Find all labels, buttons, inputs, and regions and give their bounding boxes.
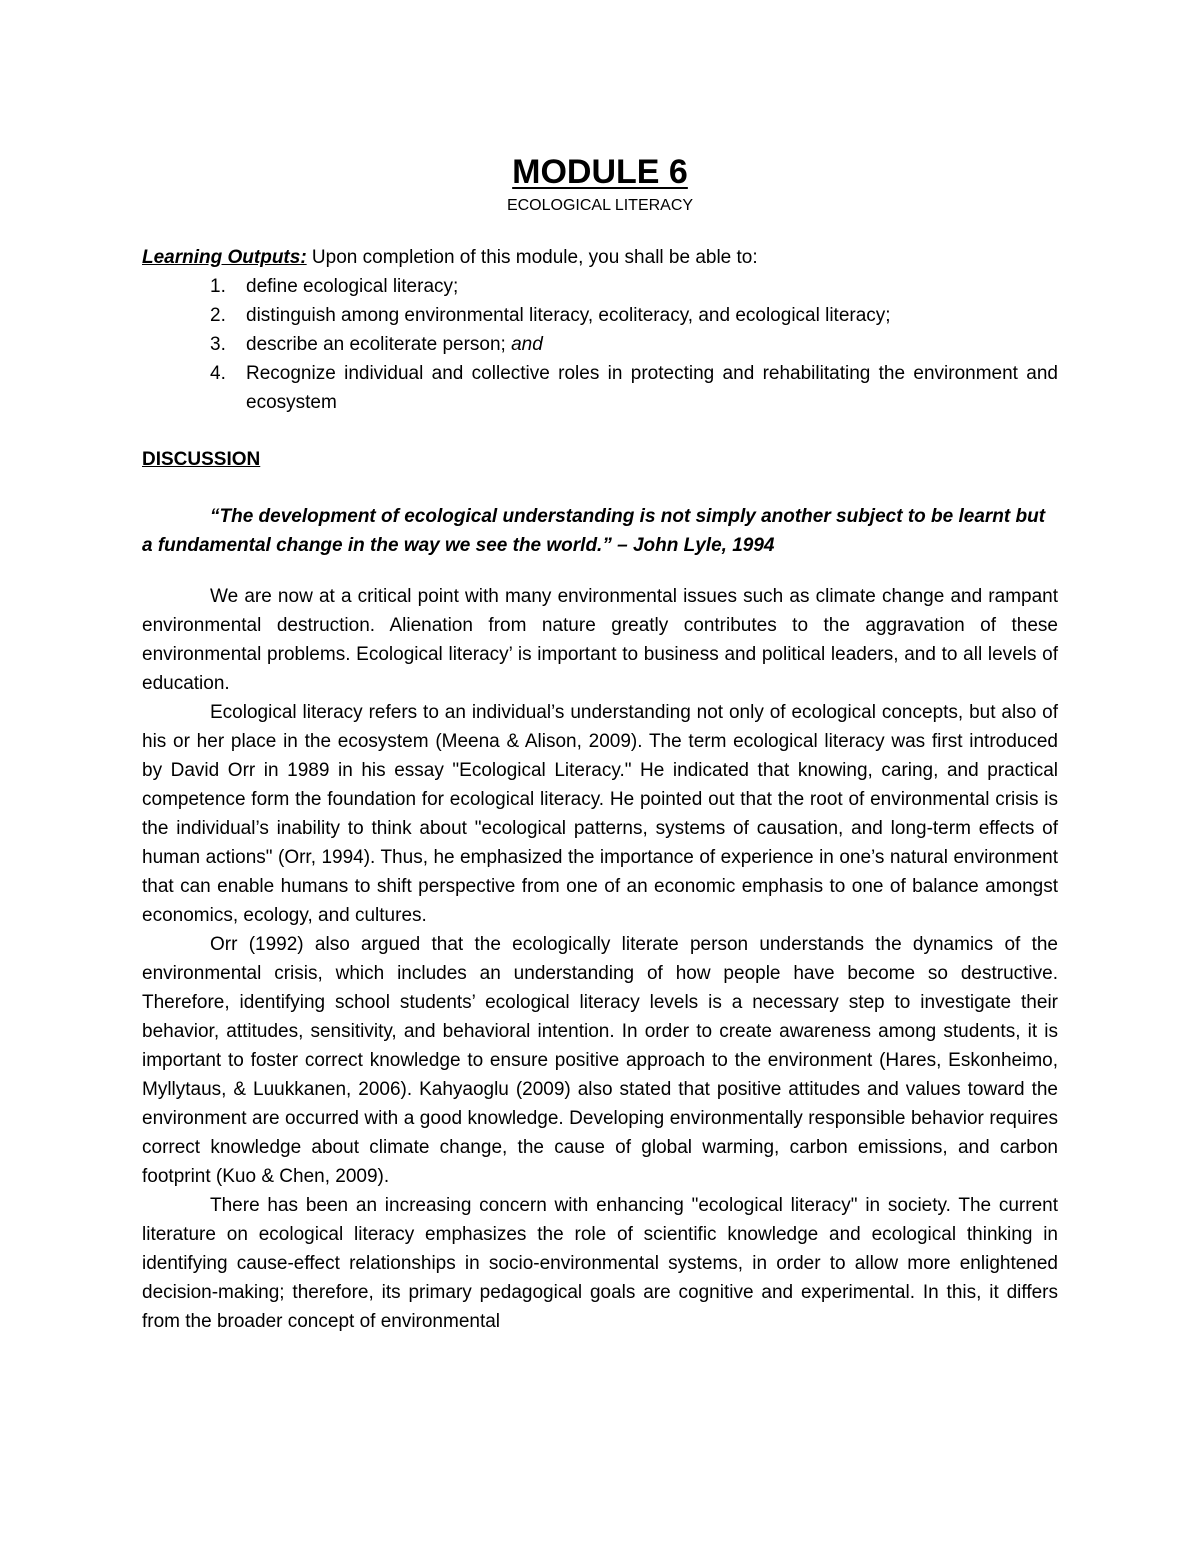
list-item-text: describe an ecoliterate person; [246,334,512,355]
module-title: MODULE 6 [512,153,688,191]
list-item-number: 1. [210,276,226,297]
body-paragraph: Orr (1992) also argued that the ecologically literate person understands the dynamics of the environmental crisis, which includes an understanding of how people have become so destructive. Therefore, identifying school students’ ecological literacy levels is a necessary step to investigate their behavior, attitudes, sensitivity, and behavioral intention. In order to create awareness among students, it is important to foster correct knowledge to ensure positive approach to the environment (Hares, Eskonheimo, Myllytaus, & Luukkanen, 2006). Kahyaoglu (2009) also stated that positive attitudes and values toward the environment are occurred with a good knowledge. Developing environmentally responsible behavior requires correct knowledge about climate change, the cause of global warming, carbon emissions, and carbon footprint (Kuo & Chen, 2009). [142,934,1058,1187]
learning-outputs-label: Learning Outputs: [142,247,307,268]
epigraph-quote: “The development of ecological understanding is not simply another subject to be learnt but a fundamental change in the way we see the world.” – John Lyle, 1994 [142,506,1046,556]
body-paragraph: Ecological literacy refers to an individual’s understanding not only of ecological concepts, but also of his or her place in the ecosystem (Meena & Alison, 2009). The term ecological literacy was first introduced by David Orr in 1989 in his essay "Ecological Literacy." He indicated that knowing, caring, and practical competence form the foundation for ecological literacy. He pointed out that the root of environmental crisis is the individual’s inability to think about "ecological patterns, systems of causation, and long-term effects of human actions" (Orr, 1994). Thus, he emphasized the importance of experience in one’s natural environment that can enable humans to shift perspective from one of an economic emphasis to one of balance amongst economics, ecology, and cultures. [142,702,1058,926]
list-item-number: 4. [210,363,226,384]
list-item-suffix: and [511,334,543,355]
list-item [142,272,1058,301]
discussion-body [142,582,1058,1336]
list-item-number: 2. [210,305,226,326]
learning-outputs-intro [142,243,1058,272]
body-paragraph: We are now at a critical point with many environmental issues such as climate change and rampant environmental destruction. Alienation from nature greatly contributes to the aggravation of these environmental problems. Ecological literacy’ is important to business and political leaders, and to all levels of education. [142,586,1058,694]
list-item-text: distinguish among environmental literacy, ecoliteracy, and ecological literacy; [246,305,891,326]
list-item-text: define ecological literacy; [246,276,459,297]
list-item-number: 3. [210,334,226,355]
discussion-heading: DISCUSSION [142,449,261,470]
list-item [142,301,1058,330]
module-subtitle: ECOLOGICAL LITERACY [506,197,694,214]
list-item-text-wrap [246,330,1058,359]
body-paragraph: There has been an increasing concern with enhancing "ecological literacy" in society. The current literature on ecological literacy emphasizes the role of scientific knowledge and ecological thinking in identifying cause-effect relationships in socio-environmental systems, in order to allow more enlightened decision-making; therefore, its primary pedagogical goals are cognitive and experimental. In this, it differs from the broader concept of environmental [142,1195,1058,1332]
list-item-text: Recognize individual and collective roles in protecting and rehabilitating the environment and ecosystem [246,363,1058,413]
list-item [142,359,1058,417]
learning-outputs-list [142,272,1058,417]
list-item [142,330,1058,359]
learning-outputs-intro-text: Upon completion of this module, you shall be able to: [306,247,758,268]
